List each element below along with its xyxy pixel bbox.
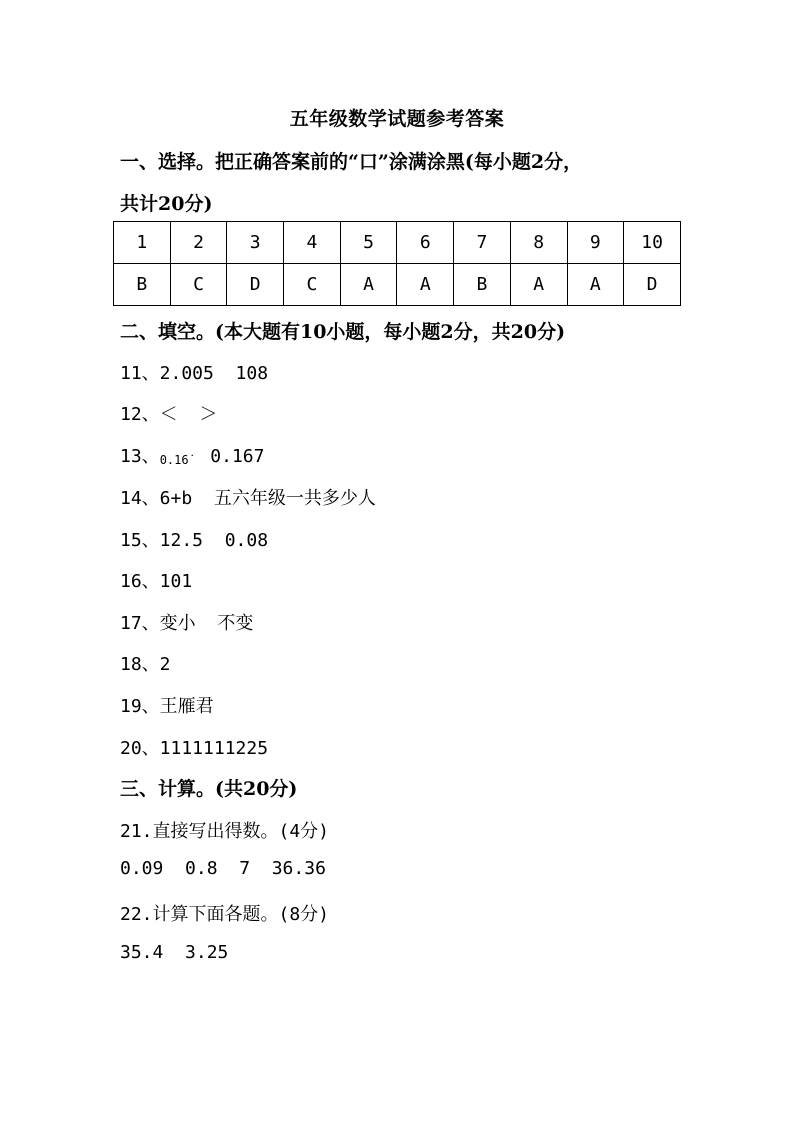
answer-line-18: 18、2	[120, 654, 171, 675]
section1-heading-line1: 一、选择。把正确答案前的“口”涂满涂黑(每小题2分，	[120, 151, 583, 173]
table-cell-answer: D	[624, 264, 681, 306]
table-cell-number: 4	[284, 222, 341, 264]
table-cell-answer: A	[510, 264, 567, 306]
table-cell-number: 5	[340, 222, 397, 264]
table-cell-answer: A	[397, 264, 454, 306]
answer-line-19: 19、王雁君	[120, 696, 214, 717]
table-cell-answer: A	[340, 264, 397, 306]
answer-line-17: 17、变小 不变	[120, 613, 254, 634]
section2-heading: 二、填空。(本大题有10小题，每小题2分，共20分)	[120, 321, 566, 343]
answer-line-14: 14、6+b 五六年级一共多少人	[120, 488, 376, 509]
choice-answer-table	[113, 221, 681, 306]
table-cell-number: 6	[397, 222, 454, 264]
question-22-label: 22.计算下面各题。(8分)	[120, 904, 330, 925]
answer-line-12: 12、＜ ＞	[120, 404, 218, 425]
table-cell-answer: B	[114, 264, 171, 306]
answer-13-repeating-decimal: 0.16̇	[159, 453, 189, 467]
table-row-answers	[114, 264, 681, 306]
answer-line-21: 0.09 0.8 7 36.36	[120, 858, 326, 879]
answer-line-15: 15、12.5 0.08	[120, 530, 269, 551]
table-cell-answer: C	[284, 264, 341, 306]
section3-heading: 三、计算。(共20分)	[120, 778, 298, 800]
table-cell-number: 8	[510, 222, 567, 264]
table-cell-number: 1	[114, 222, 171, 264]
table-cell-answer: A	[567, 264, 624, 306]
table-cell-number: 9	[567, 222, 624, 264]
answer-13-rest: 0.167	[188, 446, 265, 467]
answer-13-prefix: 13、	[120, 446, 160, 467]
question-21-label: 21.直接写出得数。(4分)	[120, 821, 330, 842]
page-title: 五年级数学试题参考答案	[289, 108, 505, 130]
table-cell-answer: D	[227, 264, 284, 306]
answer-line-13	[120, 442, 264, 468]
answer-line-22: 35.4 3.25	[120, 942, 229, 963]
answer-line-20: 20、1111111225	[120, 738, 269, 759]
table-cell-number: 2	[170, 222, 227, 264]
table-cell-number: 3	[227, 222, 284, 264]
table-cell-answer: B	[454, 264, 511, 306]
table-cell-number: 7	[454, 222, 511, 264]
table-cell-answer: C	[170, 264, 227, 306]
section1-heading-line2: 共计20分)	[120, 193, 213, 215]
answer-line-11: 11、2.005 108	[120, 363, 269, 384]
table-cell-number: 10	[624, 222, 681, 264]
answer-line-16: 16、101	[120, 571, 193, 592]
table-row-numbers	[114, 222, 681, 264]
